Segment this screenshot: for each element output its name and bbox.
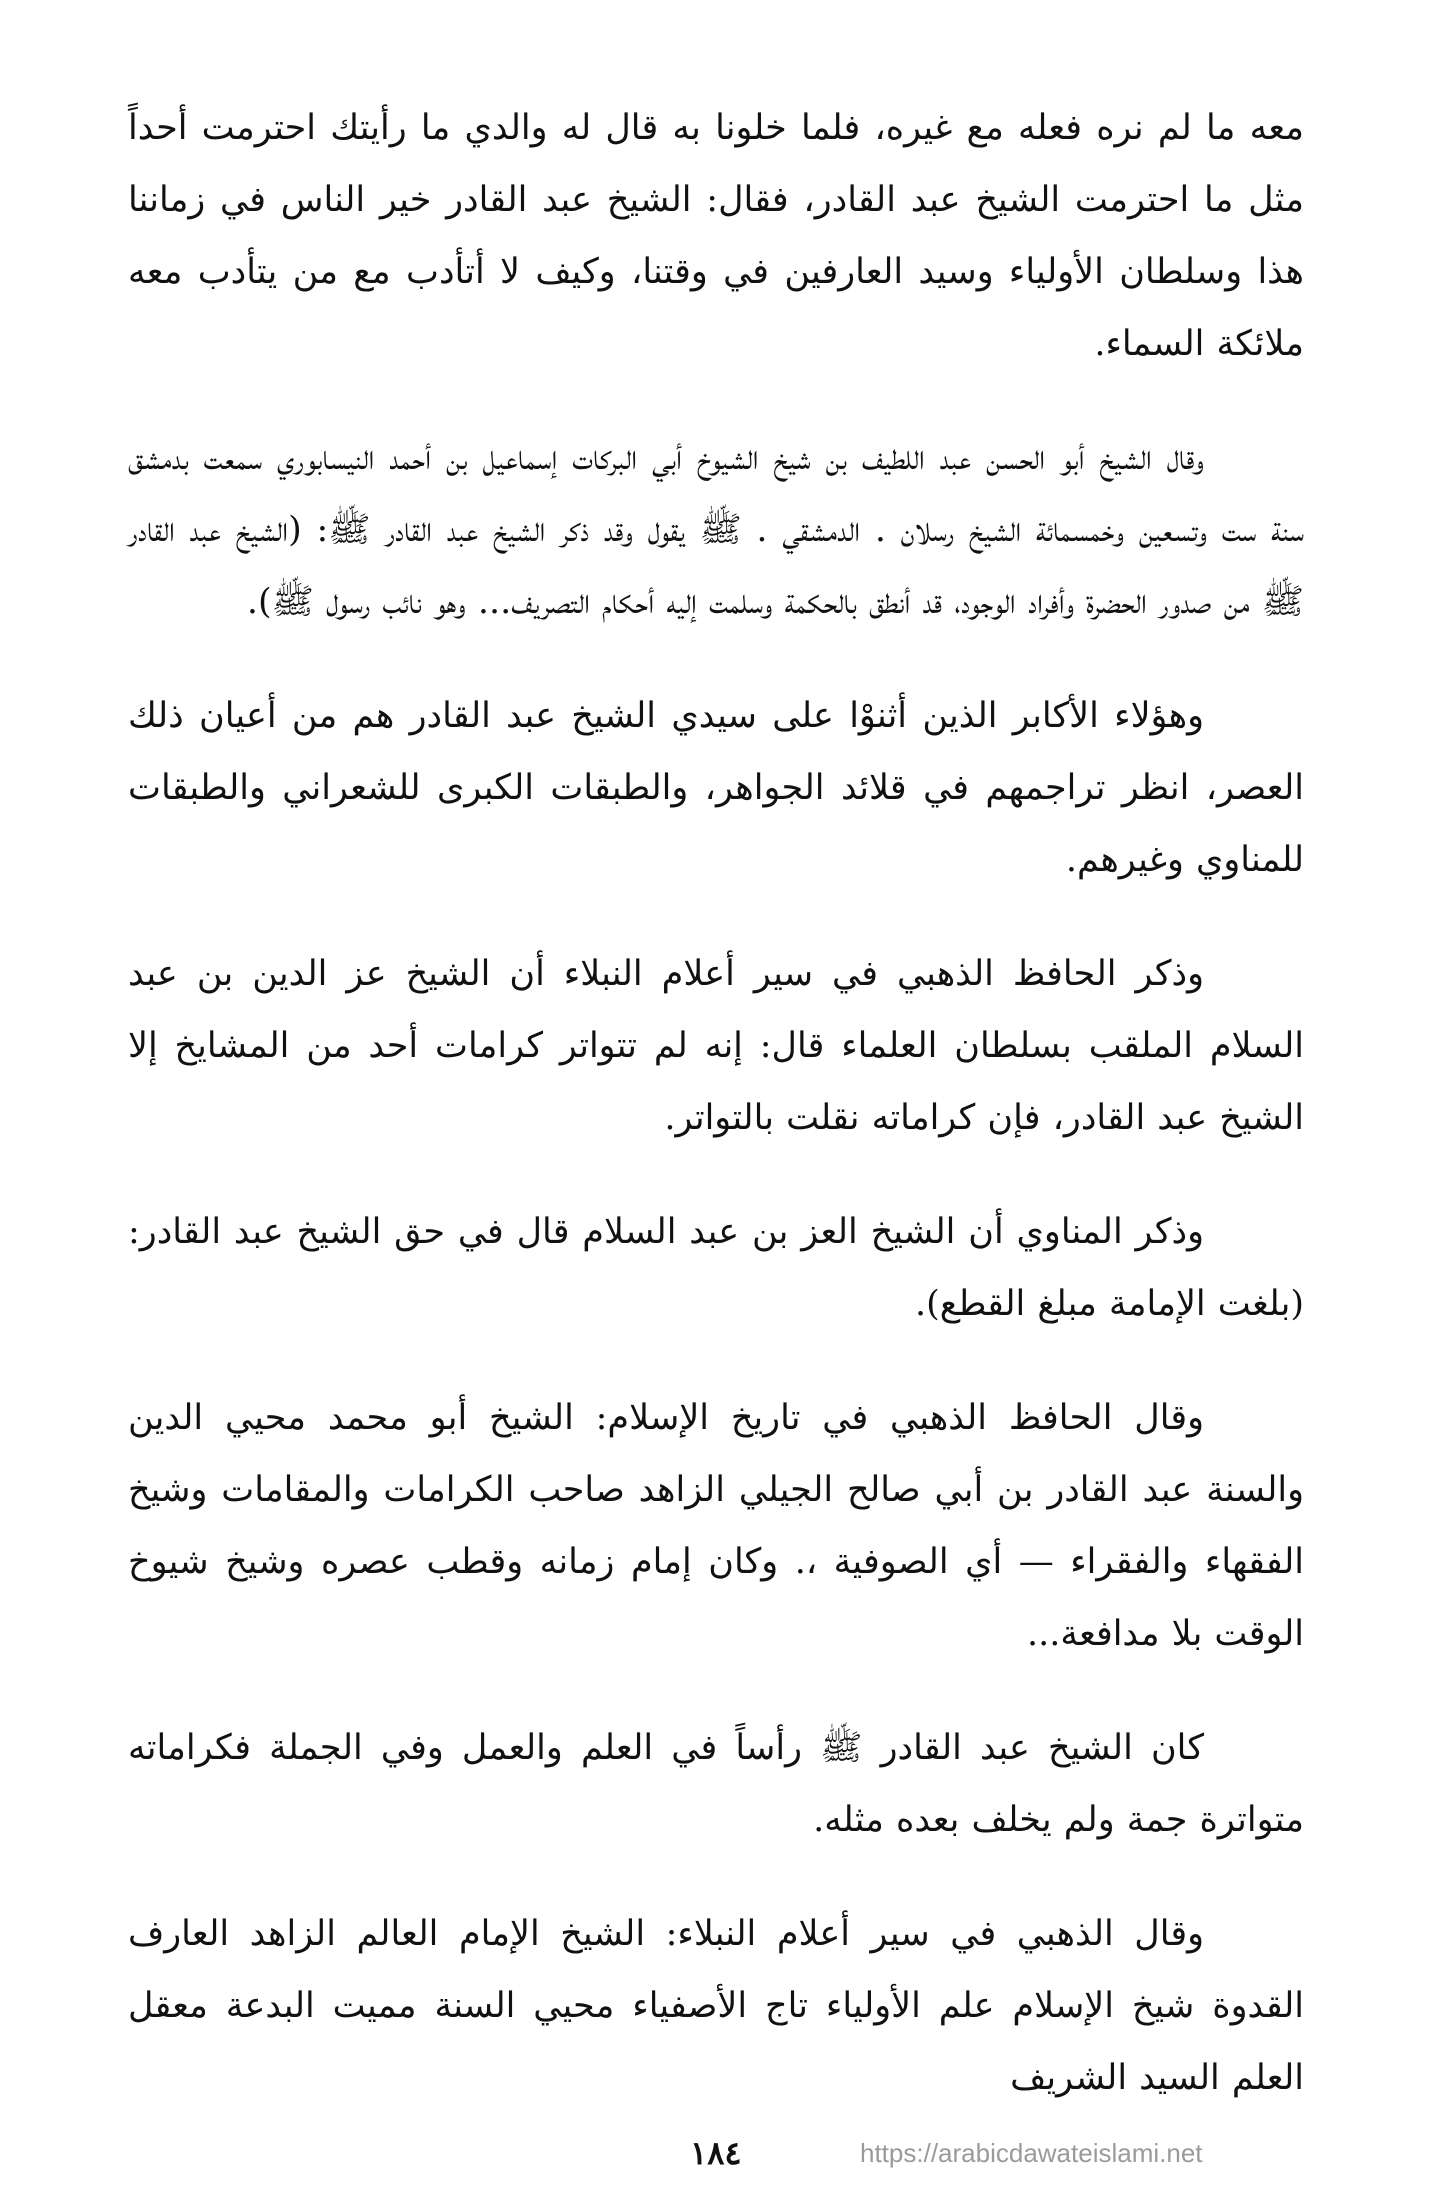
paragraph-6: وقال الحافظ الذهبي في تاريخ الإسلام: الشيخ أبو محمد محيي الدين والسنة عبد القادر بن أبي صالح الجيلي الزاهد صاحب الكرامات والمقامات وشيخ الفقهاء والفقراء — أي الصوفية ،. وكان إمام زمانه وقطب عصره وشيخ شيوخ الوقت بلا مدافعة... xyxy=(128,1398,1304,1654)
paragraph-8: وقال الذهبي في سير أعلام النبلاء: الشيخ الإمام العالم الزاهد العارف القدوة شيخ الإسلام علم الأولياء تاج الأصفياء محيي السنة مميت البدعة معقل العلم السيد الشريف xyxy=(128,1914,1304,2098)
watermark-url: https://arabicdawateislami.net xyxy=(860,2138,1203,2168)
paragraph-4: وذكر الحافظ الذهبي في سير أعلام النبلاء أن الشيخ عز الدين بن عبد السلام الملقب بسلطان العلماء قال: إنه لم تتواتر كرامات أحد من المشايخ إلا الشيخ عبد القادر، فإن كراماته نقلت بالتواتر. xyxy=(128,954,1304,1138)
body-text xyxy=(128,92,1304,2156)
paragraph-5: وذكر المناوي أن الشيخ العز بن عبد السلام قال في حق الشيخ عبد القادر: (بلغت الإمامة مبلغ القطع). xyxy=(128,1212,1304,1324)
page-number: ١٨٤ xyxy=(690,2134,742,2172)
paragraph-7: كان الشيخ عبد القادر ﷺ رأساً في العلم والعمل وفي الجملة فكراماته متواترة جمة ولم يخلف بعده مثله. xyxy=(128,1728,1304,1840)
paragraph-2: وقال الشيخ أبو الحسن عبد اللطيف بن شيخ الشيوخ أبي البركات إسماعيل بن أحمد النيسابوري سمعت بدمشق سنة ست وتسعين وخمسمائة الشيخ رسلان . الدمشقي . ﷺ يقول وقد ذكر الشيخ عبد القادر ﷺ: (الشيخ عبد القادر ﷺ من صدور الحضرة وأفراد الوجود، قد أنطق بالحكمة وسلمت إليه أحكام التصريف... وهو نائب رسول ﷺ). xyxy=(128,438,1304,622)
paragraph-3: وهؤلاء الأكابر الذين أثنوْا على سيدي الشيخ عبد القادر هم من أعيان ذلك العصر، انظر تراجمهم في قلائد الجواهر، والطبقات الكبرى للشعراني والطبقات للمناوي وغيرهم. xyxy=(128,696,1304,880)
paragraph-1: معه ما لم نره فعله مع غيره، فلما خلونا به قال له والدي ما رأيتك احترمت أحداً مثل ما احترمت الشيخ عبد القادر، فقال: الشيخ عبد القادر خير الناس في زماننا هذا وسلطان الأولياء وسيد العارفين في وقتنا، وكيف لا أتأدب مع من يتأدب معه ملائكة السماء. xyxy=(128,108,1304,364)
